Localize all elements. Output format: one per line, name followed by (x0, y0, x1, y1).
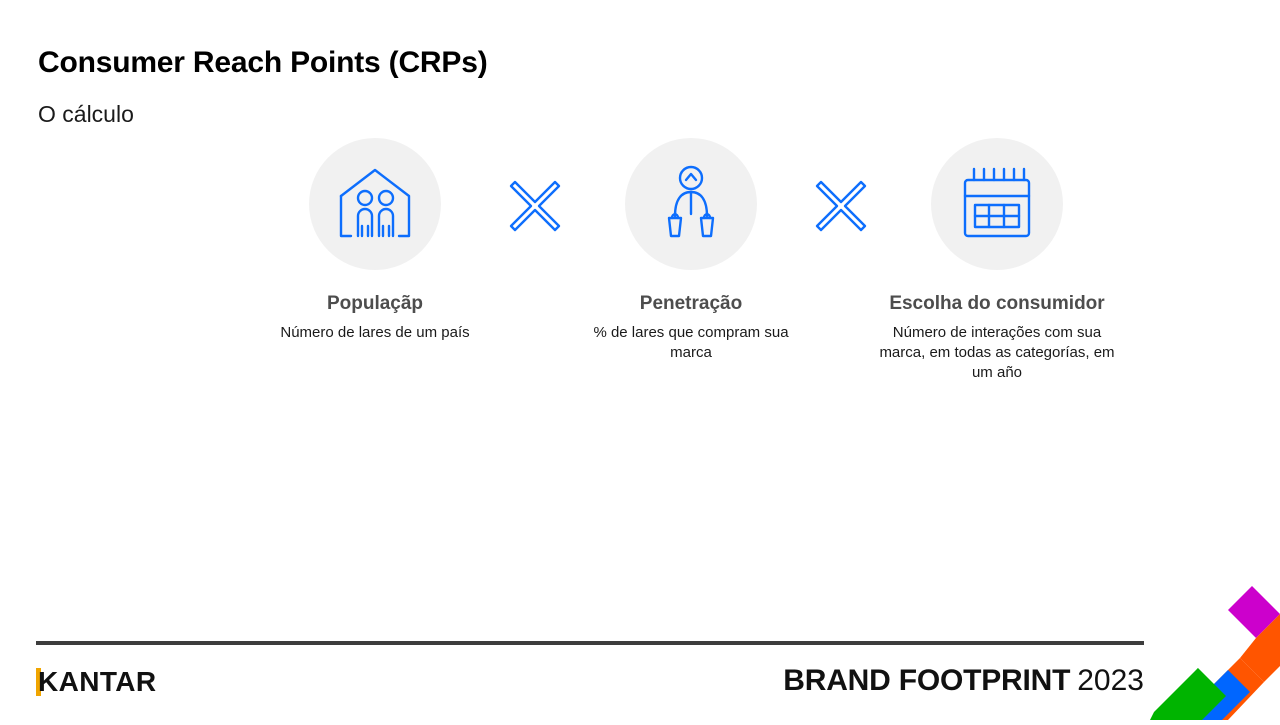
corner-graphic (1140, 565, 1280, 720)
diagram-item-penetracao (556, 138, 826, 363)
icon-circle-consumer-choice (931, 138, 1063, 270)
page-subtitle: O cálculo (38, 101, 134, 127)
page-title: Consumer Reach Points (CRPs) (38, 46, 488, 79)
calendar-icon (951, 156, 1043, 253)
house-with-people-icon (329, 156, 421, 253)
diagram-item-escolha (862, 138, 1132, 384)
kantar-logo (36, 667, 157, 697)
diagram-item-label: Penetração (639, 293, 743, 314)
diagram-item-label: Escolha do consumidor (889, 293, 1105, 314)
brand-footprint-year: 2023 (1077, 664, 1144, 697)
footer-brand-footprint (783, 664, 1144, 698)
icon-circle-penetration (625, 138, 757, 270)
diagram-item-description: Número de lares de um país (280, 323, 470, 341)
crp-formula-diagram (240, 138, 1200, 408)
brand-footprint-text: BRAND FOOTPRINT (783, 664, 1071, 697)
diagram-item-description: % de lares que compram sua marca (593, 323, 789, 362)
footer-divider (36, 641, 1144, 645)
diagram-item-label: Populaçãp (326, 293, 424, 314)
shopper-with-bags-icon (645, 156, 737, 253)
diagram-item-populacao (240, 138, 510, 343)
icon-circle-population (309, 138, 441, 270)
diagram-item-description: Número de interações com sua marca, em todas as categorías, em um año (879, 323, 1115, 382)
kantar-logo-text: KANTAR (38, 666, 157, 697)
